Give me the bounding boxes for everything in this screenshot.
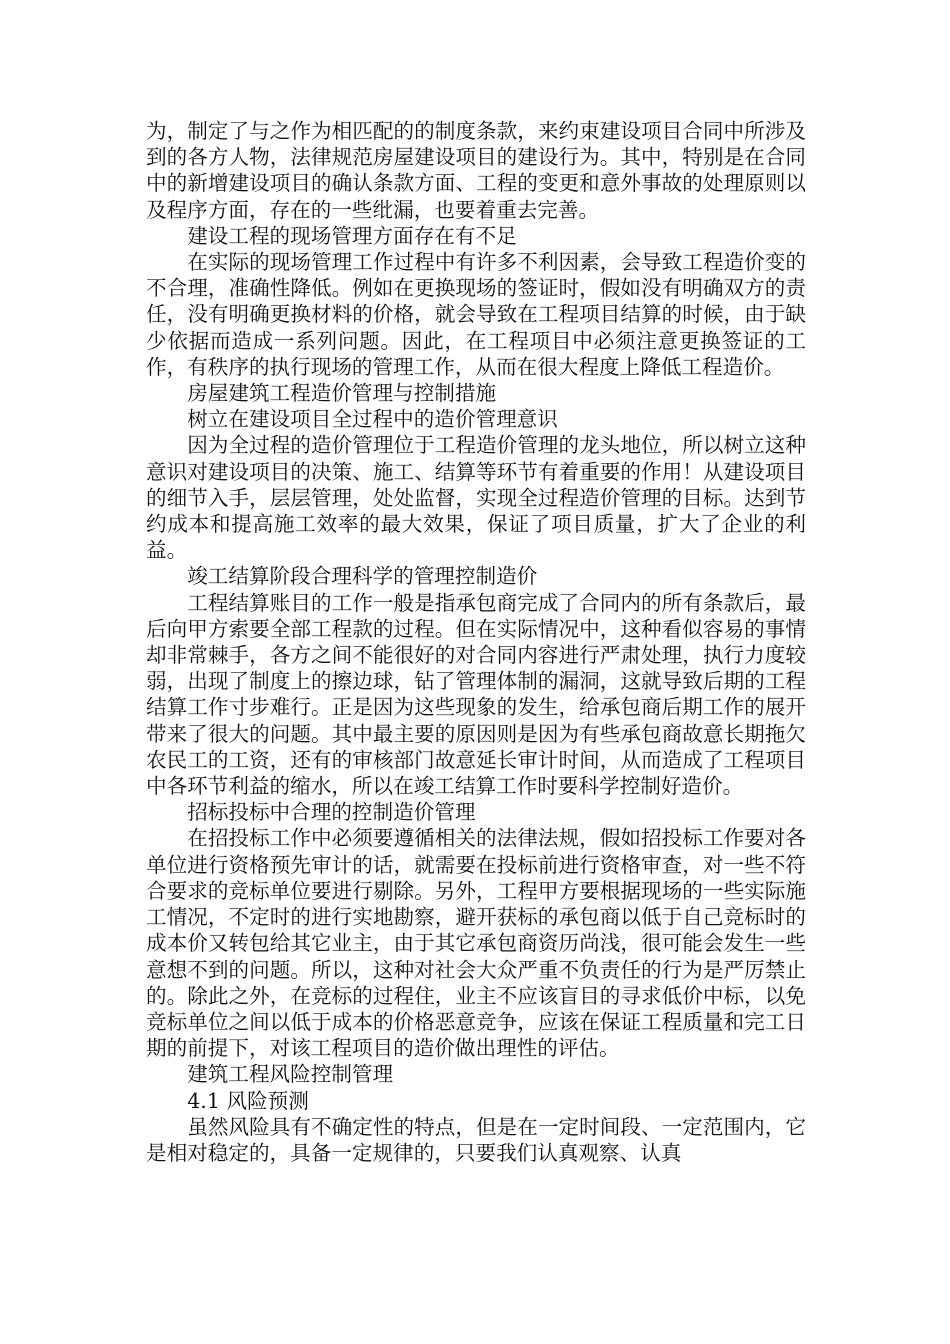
paragraph: 工程结算账目的工作一般是指承包商完成了合同内的所有条款后，最后向甲方索要全部工程款的过程。但在实际情况中，这种看似容易的事情却非常棘手，各方之间不能很好的对合同内容进行严肃处理，执行力度较弱，出现了制度上的擦边球，钻了管理体制的漏洞，这就导致后期的工程结算工作寸步难行。正是因为这些现象的发生，给承包商后期工作的展开带来了很大的问题。其中最主要的原因则是因为有些承包商故意长期拖欠农民工的工资，还有的审核部门故意延长审计时间，从而造成了工程项目中各环节利益的缩水，所以在竣工结算工作时要科学控制好造价。 <box>146 590 806 799</box>
section-heading: 招标投标中合理的控制造价管理 <box>187 800 476 825</box>
section-heading: 建设工程的现场管理方面存在有不足 <box>187 223 517 248</box>
section-heading: 建筑工程风险控制管理 <box>187 1062 394 1087</box>
subsection-heading: 4.1 风险预测 <box>187 1088 309 1113</box>
section-heading: 树立在建设项目全过程中的造价管理意识 <box>187 407 558 432</box>
paragraph: 虽然风险具有不确定性的特点，但是在一定时间段、一定范围内，它是相对稳定的，具备一定规律的，只要我们认真观察、认真 <box>146 1114 806 1165</box>
section-heading: 房屋建筑工程造价管理与控制措施 <box>187 381 497 406</box>
section-heading: 竣工结算阶段合理科学的管理控制造价 <box>187 564 538 589</box>
paragraph: 在招投标工作中必须要遵循相关的法律法规，假如招投标工作要对各单位进行资格预先审计的话，就需要在投标前进行资格审查，对一些不符合要求的竞标单位要进行剔除。另外，工程甲方要根据现场的一些实际施工情况，不定时的进行实地勘察，避开获标的承包商以低于自己竞标时的成本价又转包给其它业主，由于其它承包商资历尚浅，很可能会发生一些意想不到的问题。所以，这种对社会大众严重不负责任的行为是严厉禁止的。除此之外，在竞标的过程住，业主不应该盲目的寻求低价中标，以免竞标单位之间以低于成本的价格恶意竞争，应该在保证工程质量和完工日期的前提下，对该工程项目的造价做出理性的评估。 <box>146 826 806 1061</box>
paragraph: 在实际的现场管理工作过程中有许多不利因素，会导致工程造价变的不合理，准确性降低。例如在更换现场的签证时，假如没有明确双方的责任，没有明确更换材料的价格，就会导致在工程项目结算的时候，由于缺少依据而造成一系列问题。因此，在工程项目中必须注意更换签证的工作，有秩序的执行现场的管理工作，从而在很大程度上降低工程造价。 <box>146 250 806 379</box>
document-page <box>146 118 806 1166</box>
paragraph: 为，制定了与之作为相匹配的的制度条款，来约束建设项目合同中所涉及到的各方人物，法律规范房屋建设项目的建设行为。其中，特别是在合同中的新增建设项目的确认条款方面、工程的变更和意外事故的处理原则以及程序方面，存在的一些纰漏，也要着重去完善。 <box>146 119 806 222</box>
paragraph: 因为全过程的造价管理位于工程造价管理的龙头地位，所以树立这种意识对建设项目的决策、施工、结算等环节有着重要的作用！从建设项目的细节入手，层层管理，处处监督，实现全过程造价管理的目标。达到节约成本和提高施工效率的最大效果，保证了项目质量，扩大了企业的利益。 <box>146 433 806 563</box>
